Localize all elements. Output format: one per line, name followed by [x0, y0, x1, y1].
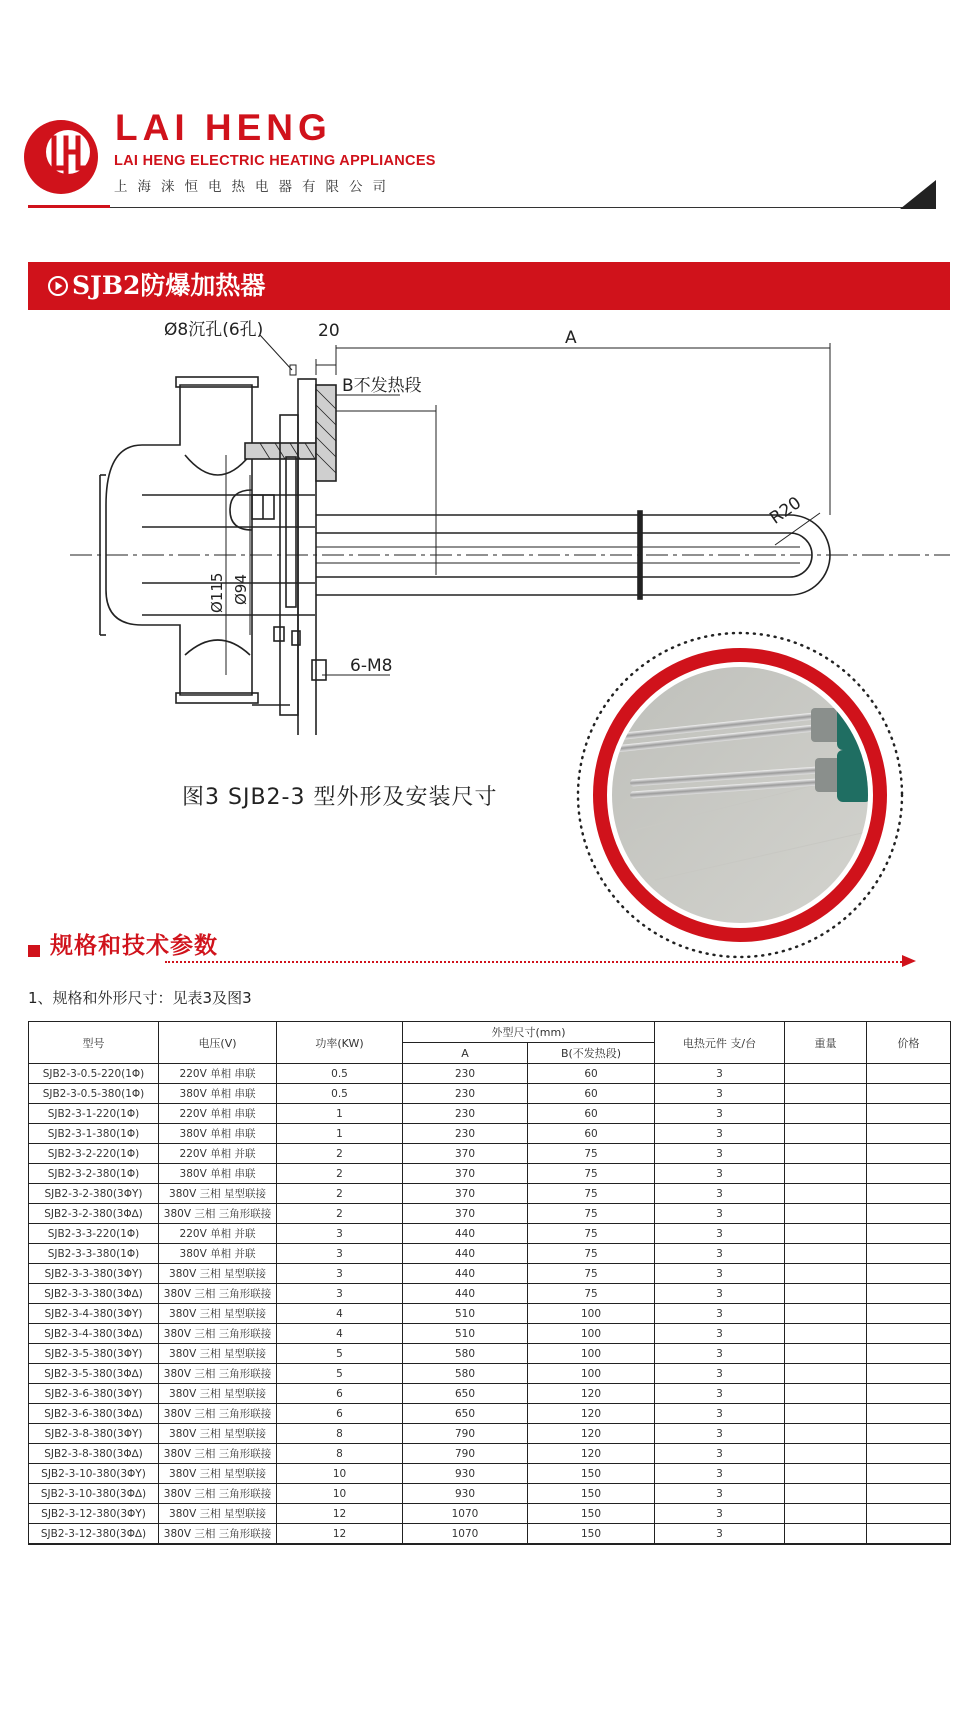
- cell-dim-a: 790: [403, 1424, 528, 1444]
- cell-model: SJB2-3-3-380(3ΦY): [29, 1264, 159, 1284]
- cell-price: [867, 1424, 951, 1444]
- cell-weight: [785, 1124, 867, 1144]
- cell-power: 4: [277, 1304, 403, 1324]
- cell-power: 2: [277, 1164, 403, 1184]
- cell-dim-a: 650: [403, 1404, 528, 1424]
- cell-dim-b: 150: [528, 1484, 655, 1504]
- dim-b-label: B不发热段: [342, 376, 422, 396]
- cell-dim-b: 100: [528, 1364, 655, 1384]
- cell-dim-a: 580: [403, 1344, 528, 1364]
- cell-dim-b: 75: [528, 1164, 655, 1184]
- cell-elements: 3: [655, 1184, 785, 1204]
- cell-dim-a: 370: [403, 1184, 528, 1204]
- cell-weight: [785, 1484, 867, 1504]
- cell-dim-b: 150: [528, 1524, 655, 1545]
- cell-dim-b: 75: [528, 1184, 655, 1204]
- play-circle-icon: [48, 276, 68, 296]
- cell-model: SJB2-3-6-380(3ΦY): [29, 1384, 159, 1404]
- cell-price: [867, 1444, 951, 1464]
- cell-power: 8: [277, 1444, 403, 1464]
- cell-elements: 3: [655, 1444, 785, 1464]
- table-row: [29, 1124, 951, 1144]
- cell-dim-a: 580: [403, 1364, 528, 1384]
- cell-voltage: 380V 三相 星型联接: [159, 1184, 277, 1204]
- cell-power: 0.5: [277, 1064, 403, 1084]
- cell-elements: 3: [655, 1164, 785, 1184]
- cell-dim-b: 75: [528, 1144, 655, 1164]
- cell-dim-a: 930: [403, 1464, 528, 1484]
- cell-price: [867, 1284, 951, 1304]
- cell-elements: 3: [655, 1224, 785, 1244]
- cell-price: [867, 1144, 951, 1164]
- cell-power: 3: [277, 1284, 403, 1304]
- cell-elements: 3: [655, 1144, 785, 1164]
- cell-voltage: 380V 三相 星型联接: [159, 1344, 277, 1364]
- cell-weight: [785, 1184, 867, 1204]
- table-row: [29, 1364, 951, 1384]
- cell-model: SJB2-3-6-380(3Φ∆): [29, 1404, 159, 1424]
- cell-power: 5: [277, 1364, 403, 1384]
- cell-voltage: 380V 单相 并联: [159, 1244, 277, 1264]
- cell-elements: 3: [655, 1384, 785, 1404]
- cell-elements: 3: [655, 1324, 785, 1344]
- cell-elements: 3: [655, 1304, 785, 1324]
- cell-voltage: 380V 三相 三角形联接: [159, 1484, 277, 1504]
- product-title: SJB2防爆加热器: [72, 271, 266, 300]
- cell-dim-a: 930: [403, 1484, 528, 1504]
- cell-dim-b: 60: [528, 1104, 655, 1124]
- cell-price: [867, 1404, 951, 1424]
- cell-dim-b: 150: [528, 1504, 655, 1524]
- cell-price: [867, 1364, 951, 1384]
- table-row: [29, 1264, 951, 1284]
- cell-dim-b: 100: [528, 1304, 655, 1324]
- cell-model: SJB2-3-3-220(1Φ): [29, 1224, 159, 1244]
- cell-weight: [785, 1504, 867, 1524]
- table-row: [29, 1404, 951, 1424]
- cell-voltage: 380V 单相 串联: [159, 1084, 277, 1104]
- cell-dim-a: 230: [403, 1104, 528, 1124]
- cell-power: 12: [277, 1504, 403, 1524]
- cell-elements: 3: [655, 1404, 785, 1424]
- cell-dim-a: 370: [403, 1164, 528, 1184]
- cell-weight: [785, 1344, 867, 1364]
- cell-voltage: 380V 三相 三角形联接: [159, 1284, 277, 1304]
- header-dim-a: A: [403, 1043, 528, 1064]
- cell-model: SJB2-3-2-220(1Φ): [29, 1144, 159, 1164]
- table-row: [29, 1204, 951, 1224]
- cell-weight: [785, 1244, 867, 1264]
- arrow-right-icon: [902, 955, 916, 967]
- cell-power: 2: [277, 1184, 403, 1204]
- table-row: [29, 1464, 951, 1484]
- table-row: [29, 1304, 951, 1324]
- table-row: [29, 1424, 951, 1444]
- cell-power: 0.5: [277, 1084, 403, 1104]
- cell-price: [867, 1344, 951, 1364]
- cell-weight: [785, 1144, 867, 1164]
- cell-weight: [785, 1324, 867, 1344]
- cell-voltage: 220V 单相 串联: [159, 1104, 277, 1124]
- cell-dim-a: 790: [403, 1444, 528, 1464]
- cell-weight: [785, 1224, 867, 1244]
- cell-model: SJB2-3-2-380(3Φ∆): [29, 1204, 159, 1224]
- cell-power: 5: [277, 1344, 403, 1364]
- cell-dim-a: 230: [403, 1084, 528, 1104]
- cell-power: 4: [277, 1324, 403, 1344]
- dim-a-label: A: [565, 328, 577, 348]
- cell-elements: 3: [655, 1244, 785, 1264]
- cell-voltage: 380V 单相 串联: [159, 1164, 277, 1184]
- cell-power: 10: [277, 1464, 403, 1484]
- corner-triangle: [900, 180, 936, 209]
- cell-elements: 3: [655, 1424, 785, 1444]
- cell-price: [867, 1324, 951, 1344]
- table-row: [29, 1444, 951, 1464]
- cell-elements: 3: [655, 1124, 785, 1144]
- cell-weight: [785, 1284, 867, 1304]
- cell-weight: [785, 1464, 867, 1484]
- cell-dim-a: 370: [403, 1144, 528, 1164]
- radius-label: R20: [766, 493, 806, 529]
- cell-dim-b: 60: [528, 1084, 655, 1104]
- cell-voltage: 380V 三相 星型联接: [159, 1304, 277, 1324]
- spec-note: 1、规格和外形尺寸：见表3及图3: [28, 989, 252, 1007]
- cell-voltage: 380V 三相 星型联接: [159, 1504, 277, 1524]
- table-row: [29, 1144, 951, 1164]
- header-voltage: 电压(V): [159, 1022, 277, 1064]
- table-row: [29, 1504, 951, 1524]
- cell-dim-b: 60: [528, 1124, 655, 1144]
- cell-elements: 3: [655, 1104, 785, 1124]
- cell-model: SJB2-3-4-380(3Φ∆): [29, 1324, 159, 1344]
- cell-voltage: 380V 三相 三角形联接: [159, 1364, 277, 1384]
- cell-price: [867, 1464, 951, 1484]
- cell-dim-a: 440: [403, 1244, 528, 1264]
- cell-dim-a: 440: [403, 1264, 528, 1284]
- cell-dim-a: 230: [403, 1124, 528, 1144]
- spec-table: [28, 1021, 951, 1545]
- product-photo: [575, 630, 905, 960]
- dim-20-label: 20: [318, 321, 340, 341]
- cell-price: [867, 1104, 951, 1124]
- cell-elements: 3: [655, 1284, 785, 1304]
- header-elements: 电热元件 支/台: [655, 1022, 785, 1064]
- cell-weight: [785, 1204, 867, 1224]
- diameter-94-label: Ø94: [232, 574, 250, 605]
- cell-elements: 3: [655, 1364, 785, 1384]
- company-name-cn: 上海涞恒电热电器有限公司: [114, 179, 396, 195]
- cell-weight: [785, 1164, 867, 1184]
- header-price: 价格: [867, 1022, 951, 1064]
- cell-model: SJB2-3-12-380(3Φ∆): [29, 1524, 159, 1545]
- cell-price: [867, 1304, 951, 1324]
- cell-model: SJB2-3-2-380(1Φ): [29, 1164, 159, 1184]
- cell-elements: 3: [655, 1344, 785, 1364]
- table-row: [29, 1344, 951, 1364]
- cell-model: SJB2-3-5-380(3Φ∆): [29, 1364, 159, 1384]
- cell-model: SJB2-3-10-380(3ΦY): [29, 1464, 159, 1484]
- cell-dim-a: 650: [403, 1384, 528, 1404]
- cell-price: [867, 1064, 951, 1084]
- cell-power: 12: [277, 1524, 403, 1545]
- header-dimensions: 外型尺寸(mm): [403, 1022, 655, 1043]
- cell-weight: [785, 1364, 867, 1384]
- section-heading: 规格和技术参数: [50, 932, 218, 959]
- cell-dim-b: 75: [528, 1264, 655, 1284]
- cell-model: SJB2-3-5-380(3ΦY): [29, 1344, 159, 1364]
- cell-dim-b: 75: [528, 1244, 655, 1264]
- table-row: [29, 1384, 951, 1404]
- cell-weight: [785, 1104, 867, 1124]
- cell-dim-b: 75: [528, 1204, 655, 1224]
- cell-power: 8: [277, 1424, 403, 1444]
- cell-elements: 3: [655, 1084, 785, 1104]
- table-row: [29, 1224, 951, 1244]
- cell-model: SJB2-3-10-380(3Φ∆): [29, 1484, 159, 1504]
- table-row: [29, 1244, 951, 1264]
- cell-voltage: 380V 三相 三角形联接: [159, 1324, 277, 1344]
- cell-dim-a: 1070: [403, 1524, 528, 1545]
- header-rule: [110, 207, 921, 208]
- cell-weight: [785, 1524, 867, 1545]
- cell-price: [867, 1124, 951, 1144]
- table-row: [29, 1284, 951, 1304]
- cell-power: 1: [277, 1124, 403, 1144]
- header-dim-b: B(不发热段): [528, 1043, 655, 1064]
- cell-power: 1: [277, 1104, 403, 1124]
- company-logo-icon: [22, 118, 100, 196]
- cell-price: [867, 1244, 951, 1264]
- cell-price: [867, 1524, 951, 1545]
- table-row: [29, 1104, 951, 1124]
- cell-dim-a: 440: [403, 1224, 528, 1244]
- cell-weight: [785, 1084, 867, 1104]
- cell-elements: 3: [655, 1204, 785, 1224]
- cell-dim-b: 75: [528, 1224, 655, 1244]
- cell-model: SJB2-3-3-380(3Φ∆): [29, 1284, 159, 1304]
- cell-elements: 3: [655, 1464, 785, 1484]
- cell-voltage: 380V 三相 三角形联接: [159, 1204, 277, 1224]
- cell-dim-a: 370: [403, 1204, 528, 1224]
- cell-voltage: 380V 单相 串联: [159, 1124, 277, 1144]
- header-power: 功率(KW): [277, 1022, 403, 1064]
- cell-elements: 3: [655, 1504, 785, 1524]
- cell-price: [867, 1084, 951, 1104]
- cell-weight: [785, 1384, 867, 1404]
- cell-model: SJB2-3-4-380(3ΦY): [29, 1304, 159, 1324]
- cell-model: SJB2-3-8-380(3ΦY): [29, 1424, 159, 1444]
- cell-model: SJB2-3-12-380(3ΦY): [29, 1504, 159, 1524]
- cell-elements: 3: [655, 1524, 785, 1545]
- cell-model: SJB2-3-0.5-220(1Φ): [29, 1064, 159, 1084]
- cell-voltage: 220V 单相 并联: [159, 1224, 277, 1244]
- cell-price: [867, 1184, 951, 1204]
- drawing-caption: 图3 SJB2-3 型外形及安装尺寸: [182, 785, 498, 810]
- cell-model: SJB2-3-8-380(3Φ∆): [29, 1444, 159, 1464]
- brand-subtitle: LAI HENG ELECTRIC HEATING APPLIANCES: [114, 153, 436, 169]
- cell-dim-b: 120: [528, 1404, 655, 1424]
- cell-dim-b: 75: [528, 1284, 655, 1304]
- table-row: [29, 1084, 951, 1104]
- cell-voltage: 380V 三相 星型联接: [159, 1464, 277, 1484]
- cell-power: 2: [277, 1204, 403, 1224]
- cell-dim-b: 120: [528, 1444, 655, 1464]
- cell-weight: [785, 1264, 867, 1284]
- cell-model: SJB2-3-1-380(1Φ): [29, 1124, 159, 1144]
- cell-model: SJB2-3-0.5-380(1Φ): [29, 1084, 159, 1104]
- cell-price: [867, 1384, 951, 1404]
- cell-voltage: 220V 单相 串联: [159, 1064, 277, 1084]
- bolt-label: 6-M8: [350, 656, 393, 676]
- cell-power: 6: [277, 1404, 403, 1424]
- cell-power: 3: [277, 1244, 403, 1264]
- section-dotted-rule: [165, 961, 905, 963]
- cell-voltage: 380V 三相 三角形联接: [159, 1404, 277, 1424]
- cell-dim-b: 120: [528, 1424, 655, 1444]
- cell-weight: [785, 1424, 867, 1444]
- cell-dim-b: 100: [528, 1344, 655, 1364]
- table-row: [29, 1164, 951, 1184]
- table-row: [29, 1324, 951, 1344]
- cell-dim-b: 100: [528, 1324, 655, 1344]
- table-row: [29, 1064, 951, 1084]
- cell-model: SJB2-3-1-220(1Φ): [29, 1104, 159, 1124]
- cell-power: 3: [277, 1224, 403, 1244]
- cell-model: SJB2-3-3-380(1Φ): [29, 1244, 159, 1264]
- cell-price: [867, 1204, 951, 1224]
- cell-dim-a: 440: [403, 1284, 528, 1304]
- header-accent-rule: [28, 205, 110, 208]
- cell-elements: 3: [655, 1064, 785, 1084]
- cell-model: SJB2-3-2-380(3ΦY): [29, 1184, 159, 1204]
- table-row: [29, 1184, 951, 1204]
- cell-elements: 3: [655, 1484, 785, 1504]
- cell-voltage: 380V 三相 星型联接: [159, 1384, 277, 1404]
- brand-name: LAI HENG: [115, 107, 332, 148]
- cell-price: [867, 1164, 951, 1184]
- cell-dim-b: 150: [528, 1464, 655, 1484]
- cell-power: 10: [277, 1484, 403, 1504]
- cell-price: [867, 1224, 951, 1244]
- diameter-115-label: Ø115: [208, 572, 226, 613]
- cell-dim-b: 60: [528, 1064, 655, 1084]
- cell-price: [867, 1264, 951, 1284]
- cell-power: 3: [277, 1264, 403, 1284]
- table-row: [29, 1524, 951, 1545]
- cell-elements: 3: [655, 1264, 785, 1284]
- cell-power: 2: [277, 1144, 403, 1164]
- header-weight: 重量: [785, 1022, 867, 1064]
- header-model: 型号: [29, 1022, 159, 1064]
- cell-voltage: 380V 三相 星型联接: [159, 1264, 277, 1284]
- cell-voltage: 380V 三相 三角形联接: [159, 1444, 277, 1464]
- cell-dim-a: 230: [403, 1064, 528, 1084]
- cell-dim-a: 510: [403, 1324, 528, 1344]
- cell-power: 6: [277, 1384, 403, 1404]
- cell-voltage: 380V 三相 三角形联接: [159, 1524, 277, 1545]
- cell-dim-a: 1070: [403, 1504, 528, 1524]
- cell-price: [867, 1484, 951, 1504]
- cell-voltage: 380V 三相 星型联接: [159, 1424, 277, 1444]
- cell-price: [867, 1504, 951, 1524]
- cell-dim-b: 120: [528, 1384, 655, 1404]
- cell-weight: [785, 1064, 867, 1084]
- cell-dim-a: 510: [403, 1304, 528, 1324]
- table-row: [29, 1484, 951, 1504]
- cell-voltage: 220V 单相 并联: [159, 1144, 277, 1164]
- cell-weight: [785, 1404, 867, 1424]
- hole-label: Ø8沉孔(6孔): [164, 320, 264, 340]
- cell-weight: [785, 1304, 867, 1324]
- cell-weight: [785, 1444, 867, 1464]
- section-bullet: [28, 945, 40, 957]
